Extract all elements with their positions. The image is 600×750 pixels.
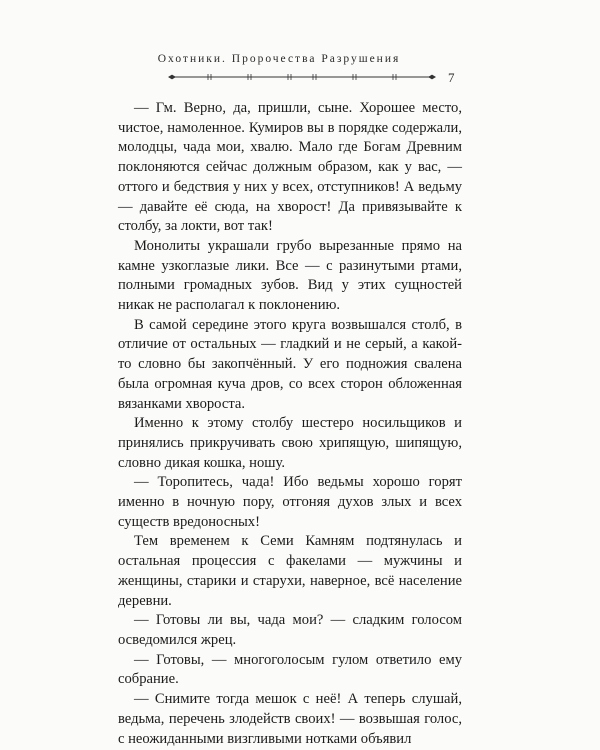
body-text — [118, 99, 462, 749]
paragraph: — Готовы, — многоголосым гулом ответило ему собрание. — [118, 651, 462, 688]
paragraph: — Гм. Верно, да, пришли, сыне. Хорошее место, чистое, намоленное. Кумиров вы в порядке содержали, молодцы, чада мои, хвалю. Мало где Богам Древним поклоняются сейчас должным образом, как у вас, — оттого и бедствия у них у всех, отступников! А ведьму — давайте её сюда, на хворост! Да привязывайте к столбу, за локти, вот так! — [118, 100, 462, 235]
paragraph: Тем временем к Семи Камням подтянулась и остальная процессия с факелами — мужчины и женщины, старики и старухи, наверное, всё население деревни. — [118, 533, 462, 609]
running-head: Охотники. Пророчества Разрушения — [157, 53, 401, 65]
paragraph: — Готовы ли вы, чада мои? — сладким голосом осведомился жрец. — [118, 612, 462, 648]
paragraph: — Снимите тогда мешок с неё! А теперь слушай, ведьма, перечень злодейств своих! — возвышая голос, с неожиданными визгливыми нотками объявил — [118, 691, 462, 747]
page-number: 7 — [448, 70, 455, 85]
header-ornament — [168, 71, 436, 83]
paragraph: — Торопитесь, чада! Ибо ведьмы хорошо горят именно в ночную пору, отгоняя духов злых и всех существ вредоносных! — [118, 474, 462, 530]
paragraph: В самой середине этого круга возвышался столб, в отличие от остальных — гладкий и не серый, а какой-то словно бы закопчённый. У его подножия свалена была огромная куча дров, со всех сторон обложенная вязанками хвороста. — [118, 316, 462, 412]
paragraph: Именно к этому столбу шестеро носильщиков и принялись прикручивать свою хрипящую, шипящую, словно дикая кошка, ношу. — [118, 415, 462, 471]
paragraph: Монолиты украшали грубо вырезанные прямо на камне узкоглазые лики. Все — с разинутыми ртами, полными громадных зубов. Вид у этих сущностей никак не располагал к поклонению. — [118, 237, 462, 314]
